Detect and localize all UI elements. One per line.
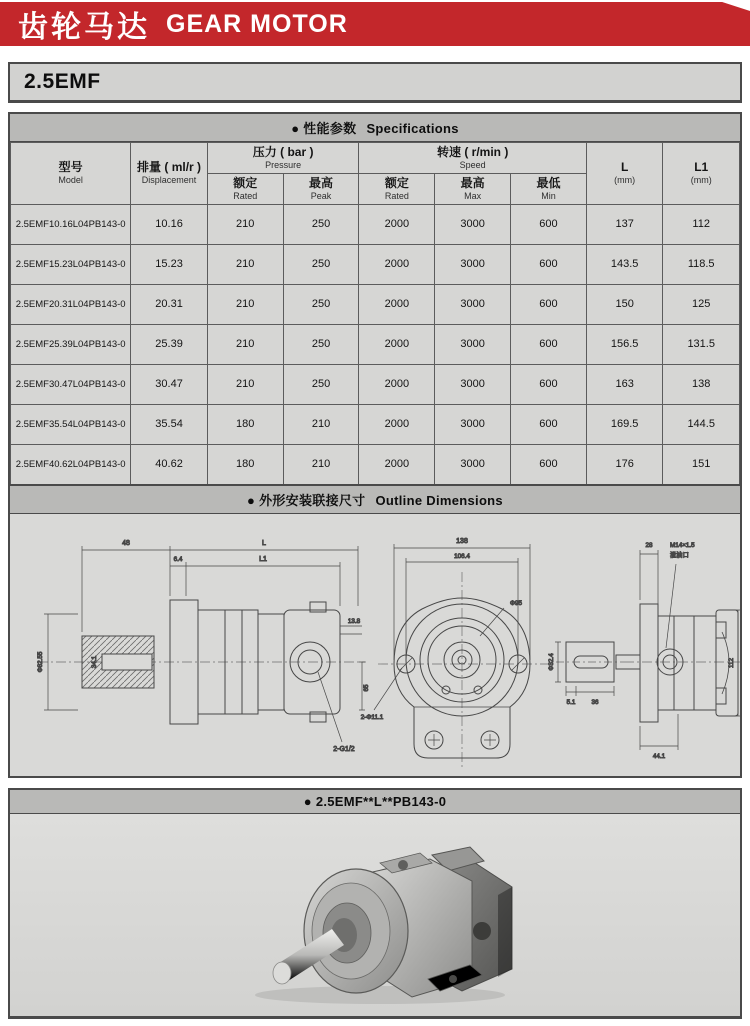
value-cell: 2000 xyxy=(359,324,435,364)
shaft-detail-dia: Φ32.4 xyxy=(548,653,555,671)
col-speed-max-zh: 最高 xyxy=(460,175,485,190)
model-cell: 2.5EMF15.23L04PB143-0 xyxy=(11,244,131,284)
value-cell: 210 xyxy=(207,324,283,364)
port-label-g12: 2-G1/2 xyxy=(333,746,355,753)
col-pressure-rated xyxy=(207,173,283,204)
outline-drawing-area xyxy=(10,514,740,776)
product-header xyxy=(10,790,740,814)
product-photo-area xyxy=(10,814,740,1016)
page-title-zh: 齿轮马达 xyxy=(18,11,150,44)
model-cell: 2.5EMF40.62L04PB143-0 xyxy=(11,444,131,484)
col-speed-min-en: Min xyxy=(541,190,556,201)
value-cell: 2000 xyxy=(359,284,435,324)
value-cell: 3000 xyxy=(435,404,511,444)
col-speed-rated-zh: 额定 xyxy=(384,175,409,190)
value-cell: 3000 xyxy=(435,324,511,364)
value-cell: 20.31 xyxy=(131,284,208,324)
spec-table xyxy=(10,142,740,485)
col-model-zh: 型号 xyxy=(58,160,83,175)
value-cell: 3000 xyxy=(435,364,511,404)
value-cell: 2000 xyxy=(359,404,435,444)
page-title-en: GEAR MOTOR xyxy=(166,9,348,38)
col-displacement-en: Displacement xyxy=(141,175,197,186)
value-cell: 137 xyxy=(586,204,663,244)
value-cell: 600 xyxy=(511,204,587,244)
series-title-bar xyxy=(8,62,742,103)
dim-138: 138 xyxy=(456,538,468,545)
model-cell: 2.5EMF25.39L04PB143-0 xyxy=(11,324,131,364)
dim-13-8: 13.8 xyxy=(347,618,361,625)
value-cell: 2000 xyxy=(359,244,435,284)
specifications-title-en: Specifications xyxy=(366,121,459,136)
col-speed-rated xyxy=(359,173,435,204)
col-speed-max xyxy=(435,173,511,204)
dim-36: 36 xyxy=(591,699,599,706)
product-title: ● 2.5EMF**L**PB143-0 xyxy=(303,794,447,809)
value-cell: 10.16 xyxy=(131,204,208,244)
value-cell: 250 xyxy=(283,244,359,284)
spec-row xyxy=(11,204,740,244)
value-cell: 250 xyxy=(283,324,359,364)
col-pressure-rated-en: Rated xyxy=(233,190,258,201)
col-displacement-zh: 排量 ( ml/r ) xyxy=(137,160,202,175)
value-cell: 30.47 xyxy=(131,364,208,404)
col-l xyxy=(586,143,663,205)
port-name-label: 泄油口 xyxy=(670,552,689,559)
spec-table-head xyxy=(11,143,740,205)
value-cell: 112 xyxy=(663,204,740,244)
outline-title-en: Outline Dimensions xyxy=(375,493,503,508)
value-cell: 600 xyxy=(511,324,587,364)
col-l-unit: (mm) xyxy=(614,175,636,186)
value-cell: 143.5 xyxy=(586,244,663,284)
value-cell: 600 xyxy=(511,284,587,324)
col-speed-min-zh: 最低 xyxy=(536,175,561,190)
value-cell: 150 xyxy=(586,284,663,324)
value-cell: 210 xyxy=(207,244,283,284)
outline-title-zh: ● 外形安装联接尺寸 xyxy=(247,493,366,508)
front-view-drawing xyxy=(361,538,548,768)
value-cell: 144.5 xyxy=(663,404,740,444)
col-speed-group xyxy=(359,143,586,174)
value-cell: 2000 xyxy=(359,364,435,404)
dim-shaft-dia: Φ82.55 xyxy=(37,651,44,673)
value-cell: 118.5 xyxy=(663,244,740,284)
col-pressure-peak-zh: 最高 xyxy=(309,175,334,190)
value-cell: 3000 xyxy=(435,284,511,324)
value-cell: 131.5 xyxy=(663,324,740,364)
col-pressure-peak xyxy=(283,173,359,204)
specifications-header xyxy=(10,114,740,142)
value-cell: 176 xyxy=(586,444,663,484)
holes-label: 2-Φ11.1 xyxy=(360,714,384,721)
outline-section xyxy=(8,484,742,778)
model-cell: 2.5EMF35.54L04PB143-0 xyxy=(11,404,131,444)
value-cell: 151 xyxy=(663,444,740,484)
specifications-title-zh: ● 性能参数 xyxy=(291,121,357,136)
value-cell: 3000 xyxy=(435,444,511,484)
dim-48: 48 xyxy=(122,540,130,547)
value-cell: 210 xyxy=(207,364,283,404)
dim-6-4: 6.4 xyxy=(173,556,183,563)
col-pressure-group xyxy=(207,143,359,174)
col-pressure-rated-zh: 额定 xyxy=(233,175,258,190)
spec-row xyxy=(11,364,740,404)
dim-65: 65 xyxy=(363,684,370,692)
col-l1-unit: (mm) xyxy=(690,175,712,186)
value-cell: 35.54 xyxy=(131,404,208,444)
col-pressure-zh: 压力 ( bar ) xyxy=(252,145,314,159)
dim-phi95: Φ95 xyxy=(510,600,523,607)
specifications-section xyxy=(8,112,742,487)
value-cell: 25.39 xyxy=(131,324,208,364)
value-cell: 3000 xyxy=(435,244,511,284)
dim-34-1: 34.1 xyxy=(91,655,98,669)
value-cell: 210 xyxy=(207,284,283,324)
product-section xyxy=(8,788,742,1019)
value-cell: 163 xyxy=(586,364,663,404)
col-l-label: L xyxy=(620,160,629,175)
value-cell: 156.5 xyxy=(586,324,663,364)
value-cell: 3000 xyxy=(435,204,511,244)
value-cell: 210 xyxy=(283,404,359,444)
spec-row xyxy=(11,244,740,284)
col-l1-label: L1 xyxy=(694,160,709,175)
shaft-detail-drawing xyxy=(548,642,624,706)
model-cell: 2.5EMF30.47L04PB143-0 xyxy=(11,364,131,404)
col-model xyxy=(11,143,131,205)
dim-5-1: 5.1 xyxy=(566,699,576,706)
value-cell: 250 xyxy=(283,364,359,404)
value-cell: 169.5 xyxy=(586,404,663,444)
spec-table-body xyxy=(11,204,740,484)
value-cell: 600 xyxy=(511,404,587,444)
col-l1 xyxy=(663,143,740,205)
value-cell: 2000 xyxy=(359,204,435,244)
dim-L: L xyxy=(262,540,266,547)
value-cell: 2000 xyxy=(359,444,435,484)
value-cell: 15.23 xyxy=(131,244,208,284)
model-cell: 2.5EMF20.31L04PB143-0 xyxy=(11,284,131,324)
dim-28: 28 xyxy=(645,542,653,549)
col-speed-rated-en: Rated xyxy=(384,190,409,201)
spec-row xyxy=(11,284,740,324)
value-cell: 600 xyxy=(511,444,587,484)
col-speed-zh: 转速 ( r/min ) xyxy=(436,145,509,159)
side-view-drawing xyxy=(37,540,370,753)
col-displacement xyxy=(131,143,208,205)
value-cell: 210 xyxy=(207,204,283,244)
dim-L1: L1 xyxy=(259,556,267,563)
value-cell: 180 xyxy=(207,444,283,484)
value-cell: 40.62 xyxy=(131,444,208,484)
outline-drawings-svg xyxy=(10,514,740,776)
outline-header xyxy=(10,486,740,514)
page-corner-notch xyxy=(716,0,750,11)
rear-view-drawing xyxy=(616,542,740,760)
spec-row xyxy=(11,404,740,444)
value-cell: 600 xyxy=(511,364,587,404)
col-pressure-en: Pressure xyxy=(265,160,302,170)
col-speed-max-en: Max xyxy=(464,190,482,201)
col-pressure-peak-en: Peak xyxy=(310,190,332,201)
value-cell: 125 xyxy=(663,284,740,324)
col-speed-min xyxy=(511,173,587,204)
product-photo xyxy=(220,819,530,1011)
dim-44-1: 44.1 xyxy=(652,753,666,760)
spec-row xyxy=(11,324,740,364)
model-cell: 2.5EMF10.16L04PB143-0 xyxy=(11,204,131,244)
port-thread-label: M14×1.5 xyxy=(670,542,695,549)
spec-row xyxy=(11,444,740,484)
value-cell: 138 xyxy=(663,364,740,404)
value-cell: 250 xyxy=(283,284,359,324)
col-model-en: Model xyxy=(58,175,83,186)
value-cell: 210 xyxy=(283,444,359,484)
col-speed-en: Speed xyxy=(459,160,486,170)
page-header-bar xyxy=(0,2,750,46)
dim-106-4: 106.4 xyxy=(454,553,470,560)
value-cell: 250 xyxy=(283,204,359,244)
value-cell: 180 xyxy=(207,404,283,444)
series-title: 2.5EMF xyxy=(24,70,101,93)
dim-112: 112 xyxy=(728,657,735,669)
value-cell: 600 xyxy=(511,244,587,284)
